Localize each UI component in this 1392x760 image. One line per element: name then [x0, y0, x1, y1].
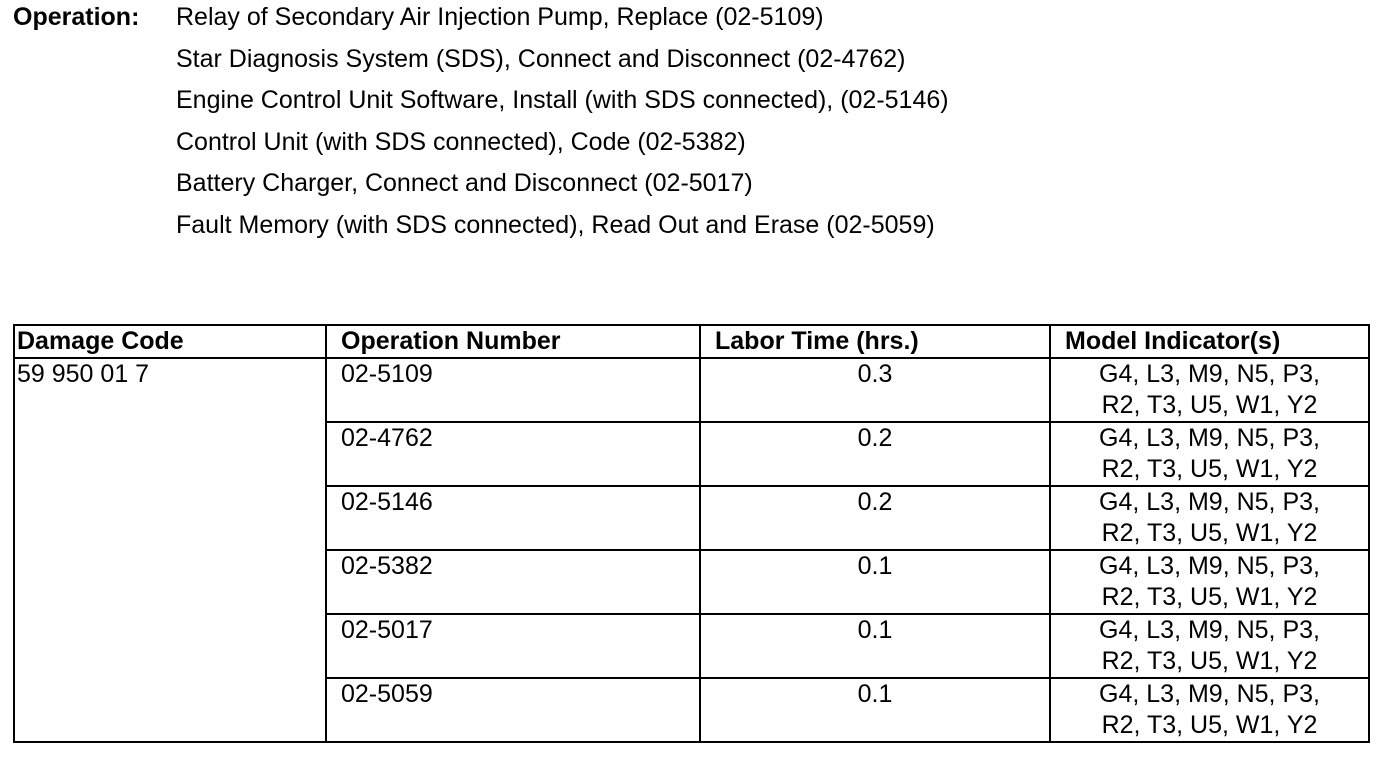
- model-line-2: R2, T3, U5, W1, Y2: [1101, 583, 1318, 611]
- model-indicators-cell: [1050, 422, 1369, 486]
- operation-number-cell: 02-4762: [326, 422, 700, 486]
- model-line-1: G4, L3, M9, N5, P3,: [1099, 552, 1320, 580]
- operation-item: Control Unit (with SDS connected), Code (02-5382): [176, 127, 746, 156]
- model-line-1: G4, L3, M9, N5, P3,: [1099, 424, 1320, 452]
- operation-number-cell: 02-5146: [326, 486, 700, 550]
- model-indicators-cell: [1050, 486, 1369, 550]
- labor-time-table: [13, 324, 1370, 743]
- header-damage-code: Damage Code: [14, 325, 326, 358]
- model-line-1: G4, L3, M9, N5, P3,: [1099, 680, 1320, 708]
- operation-item: Star Diagnosis System (SDS), Connect and Disconnect (02-4762): [176, 44, 906, 73]
- operation-number-cell: 02-5382: [326, 550, 700, 614]
- header-labor-time: Labor Time (hrs.): [700, 325, 1050, 358]
- model-indicators-cell: [1050, 614, 1369, 678]
- model-line-2: R2, T3, U5, W1, Y2: [1101, 647, 1318, 675]
- operation-number-cell: 02-5059: [326, 678, 700, 742]
- model-line-1: G4, L3, M9, N5, P3,: [1099, 616, 1320, 644]
- model-indicators-cell: [1050, 550, 1369, 614]
- table-row: [14, 358, 1369, 422]
- model-indicators-cell: [1050, 358, 1369, 422]
- operation-item: Battery Charger, Connect and Disconnect (02-5017): [176, 169, 753, 197]
- header-operation-number: Operation Number: [326, 325, 700, 358]
- operation-number-cell: 02-5109: [326, 358, 700, 422]
- labor-time-cell: 0.1: [700, 678, 1050, 742]
- model-line-2: R2, T3, U5, W1, Y2: [1101, 711, 1318, 739]
- model-indicators-cell: [1050, 678, 1369, 742]
- labor-time-cell: 0.3: [700, 358, 1050, 422]
- operation-item: Relay of Secondary Air Injection Pump, Replace (02-5109): [176, 3, 824, 31]
- model-line-2: R2, T3, U5, W1, Y2: [1101, 455, 1318, 483]
- model-line-2: R2, T3, U5, W1, Y2: [1101, 391, 1318, 419]
- header-model-indicators: Model Indicator(s): [1050, 325, 1369, 358]
- model-line-2: R2, T3, U5, W1, Y2: [1101, 519, 1318, 547]
- operation-item: Engine Control Unit Software, Install (with SDS connected), (02-5146): [176, 86, 949, 114]
- operation-list: [176, 2, 949, 251]
- operation-item: Fault Memory (with SDS connected), Read Out and Erase (02-5059): [176, 210, 935, 239]
- labor-time-cell: 0.1: [700, 550, 1050, 614]
- damage-code-cell: 59 950 01 7: [14, 358, 326, 742]
- model-line-1: G4, L3, M9, N5, P3,: [1099, 488, 1320, 516]
- labor-time-cell: 0.1: [700, 614, 1050, 678]
- operation-number-cell: 02-5017: [326, 614, 700, 678]
- operation-label: Operation:: [13, 3, 140, 31]
- labor-time-cell: 0.2: [700, 486, 1050, 550]
- model-line-1: G4, L3, M9, N5, P3,: [1099, 360, 1320, 388]
- labor-time-cell: 0.2: [700, 422, 1050, 486]
- table-header-row: [14, 325, 1369, 358]
